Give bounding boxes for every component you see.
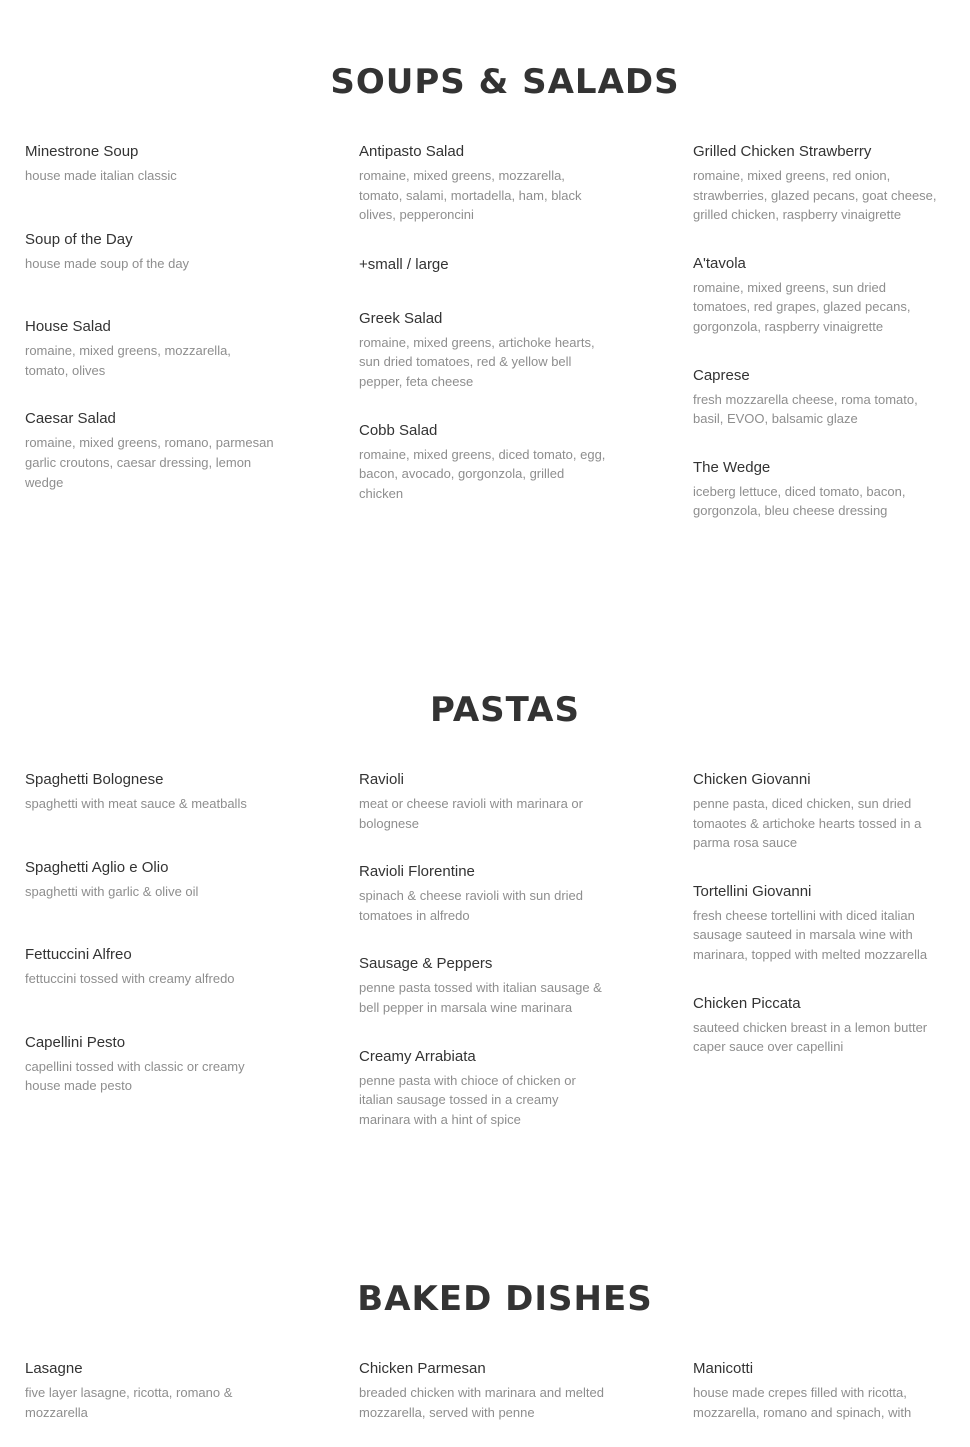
baked-column-3: [693, 1359, 943, 1447]
soups-column-1: [25, 142, 275, 517]
menu-item-description: spaghetti with garlic & olive oil: [25, 883, 199, 899]
section-title-pastas: PASTAS: [430, 690, 580, 730]
menu-item-name: House Salad: [25, 318, 111, 336]
menu-item-description: five layer lasagne, ricotta, romano & mozzarella: [25, 1385, 233, 1420]
baked-column-2: [359, 1359, 609, 1447]
menu-item-description: romaine, mixed greens, artichoke hearts, sun dried tomatoes, red & yellow bell pepper, feta cheese: [359, 334, 595, 389]
menu-item: [359, 1359, 609, 1422]
menu-item: [359, 142, 609, 225]
menu-item-description: romaine, mixed greens, romano, parmesan garlic croutons, caesar dressing, lemon wedge: [25, 435, 274, 490]
menu-item-name: A'tavola: [693, 254, 746, 272]
menu-item-description: house made crepes filled with ricotta, mozzarella, romano and spinach, with: [693, 1385, 912, 1420]
menu-item-name: Capellini Pesto: [25, 1033, 126, 1051]
menu-item-description: penne pasta tossed with italian sausage & bell pepper in marsala wine marinara: [359, 980, 602, 1015]
menu-item-description: romaine, mixed greens, red onion, strawberries, glazed pecans, goat cheese, grilled chicken, raspberry vinaigrette: [693, 168, 937, 223]
menu-item: [25, 142, 275, 186]
menu-item-description: capellini tossed with classic or creamy house made pesto: [25, 1058, 245, 1094]
menu-item: [359, 421, 609, 504]
menu-item-description: penne pasta, diced chicken, sun dried tomaotes & artichoke hearts tossed in a parma rosa sauce: [693, 796, 922, 851]
baked-column-1: [25, 1359, 275, 1447]
pastas-column-1: [25, 770, 275, 1121]
soups-column-3: [693, 142, 943, 546]
menu-item-name: Spaghetti Bolognese: [25, 771, 164, 788]
section-title-baked-dishes: BAKED DISHES: [357, 1279, 653, 1319]
menu-item: [359, 862, 609, 925]
menu-item-name: Chicken Parmesan: [359, 1360, 486, 1377]
menu-item-name: Chicken Giovanni: [693, 771, 811, 788]
menu-item-description: fettuccini tossed with creamy alfredo: [25, 971, 235, 987]
menu-item-name: Ravioli Florentine: [359, 863, 475, 881]
menu-item: [25, 858, 275, 902]
menu-item: [25, 1033, 275, 1096]
menu-item: [25, 230, 275, 274]
menu-item-name: Manicotti: [693, 1360, 754, 1377]
menu-item-description: romaine, mixed greens, mozzarella, tomato, olives: [25, 343, 231, 378]
menu-item-name: Cobb Salad: [359, 421, 438, 439]
menu-item-description: meat or cheese ravioli with marinara or bolognese: [359, 796, 583, 831]
menu-item-name: Caprese: [693, 366, 750, 384]
menu-item-name: The Wedge: [693, 458, 771, 476]
menu-item-name: Ravioli: [359, 771, 405, 788]
menu-item-name: Spaghetti Aglio e Olio: [25, 858, 169, 876]
menu-item-name: Tortellini Giovanni: [693, 882, 812, 900]
menu-item-description: penne pasta with chioce of chicken or italian sausage tossed in a creamy marinara with a hint of spice: [359, 1072, 576, 1127]
menu-item: [693, 994, 943, 1057]
menu-item-name: Sausage & Peppers: [359, 955, 493, 973]
menu-item-name: Creamy Arrabiata: [359, 1047, 476, 1065]
menu-item-name: Antipasto Salad: [359, 143, 465, 160]
menu-item-name: Lasagne: [25, 1360, 83, 1377]
menu-item-description: romaine, mixed greens, mozzarella, tomato, salami, mortadella, ham, black olives, pepperoncini: [359, 168, 582, 223]
menu-item: [25, 409, 275, 492]
menu-item: [359, 309, 609, 392]
menu-item: [693, 458, 943, 521]
menu-item: [359, 954, 609, 1017]
menu-item-name: Caesar Salad: [25, 410, 116, 428]
menu-item-description: romaine, mixed greens, diced tomato, egg, bacon, avocado, gorgonzola, grilled chicken: [359, 446, 606, 501]
menu-item-description: house made soup of the day: [25, 255, 190, 271]
pastas-column-2: [359, 770, 609, 1154]
menu-item: [693, 1359, 943, 1422]
menu-item: [359, 1047, 609, 1130]
menu-item: [25, 945, 275, 989]
menu-item-description: spinach & cheese ravioli with sun dried tomatoes in alfredo: [359, 888, 584, 923]
menu-item-name: Greek Salad: [359, 309, 443, 327]
menu-item-name: Grilled Chicken Strawberry: [693, 143, 872, 160]
menu-item: [693, 366, 943, 429]
menu-item-name: Minestrone Soup: [25, 143, 139, 160]
menu-item-name: +small / large: [359, 255, 449, 273]
menu-item-description: sauteed chicken breast in a lemon butter caper sauce over capellini: [693, 1019, 928, 1055]
menu-item: [25, 317, 275, 380]
menu-item: [25, 1359, 275, 1422]
menu-item: [25, 770, 275, 814]
pastas-column-3: [693, 770, 943, 1082]
menu-item-description: breaded chicken with marinara and melted mozzarella, served with penne: [359, 1385, 604, 1420]
menu-item-description: romaine, mixed greens, sun dried tomatoes, red grapes, glazed pecans, gorgonzola, raspberry vinaigrette: [693, 279, 911, 334]
soups-column-2: [359, 142, 609, 528]
menu-item: [693, 142, 943, 225]
menu-item-name: Chicken Piccata: [693, 994, 801, 1012]
menu-item-description: fresh mozzarella cheese, roma tomato, basil, EVOO, balsamic glaze: [693, 391, 918, 427]
menu-item-description: house made italian classic: [25, 168, 177, 183]
menu-item-name: Fettuccini Alfreo: [25, 946, 132, 964]
menu-item: [359, 770, 609, 833]
menu-item: [693, 254, 943, 337]
menu-item: [693, 770, 943, 853]
section-title-soups-salads: SOUPS & SALADS: [330, 62, 680, 102]
menu-item-name: Soup of the Day: [25, 230, 133, 248]
menu-item-description: spaghetti with meat sauce & meatballs: [25, 796, 247, 811]
menu-item-description: fresh cheese tortellini with diced italian sausage sauteed in marsala wine with marinara, topped with melted mozzarella: [693, 907, 928, 962]
menu-item: [359, 255, 609, 275]
menu-item: [693, 882, 943, 965]
menu-item-description: iceberg lettuce, diced tomato, bacon, gorgonzola, bleu cheese dressing: [693, 483, 906, 519]
